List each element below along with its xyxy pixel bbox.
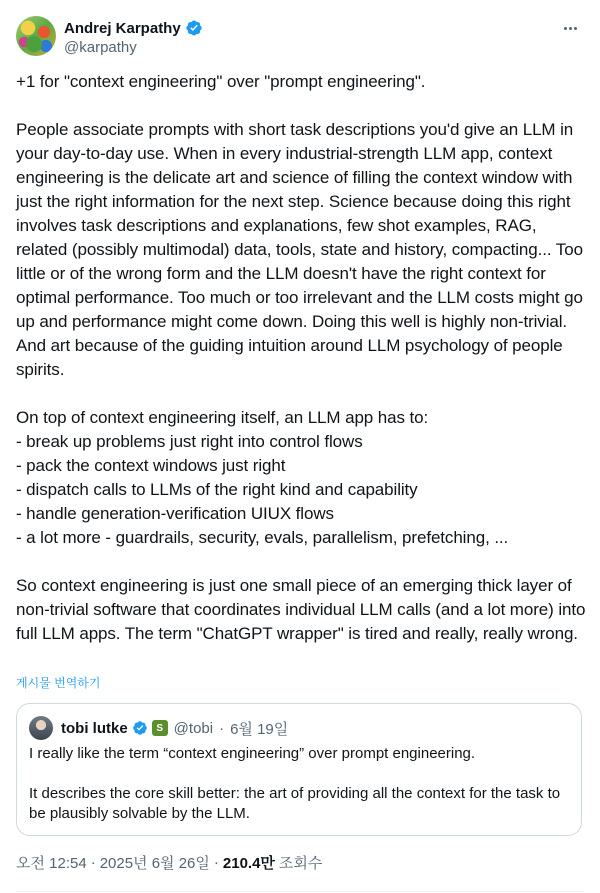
shopify-affiliate-badge-icon: S bbox=[152, 720, 168, 736]
author-avatar[interactable] bbox=[16, 16, 56, 56]
view-count-label: 조회수 bbox=[278, 855, 323, 872]
divider bbox=[16, 891, 584, 892]
quoted-author-handle: @tobi bbox=[173, 719, 214, 737]
tweet-meta bbox=[16, 852, 322, 873]
quoted-tweet-text: I really like the term “context engineering” over prompt engineering. It describes the core skill better: the art of providing all the context for the task to be plausibly solvable by the LLM. bbox=[29, 745, 561, 822]
quoted-author-name: tobi lutke bbox=[61, 719, 128, 737]
meta-separator: · bbox=[90, 854, 96, 871]
author-handle[interactable]: @karpathy bbox=[64, 39, 137, 56]
quoted-author-avatar bbox=[29, 716, 53, 740]
quoted-separator: · bbox=[219, 719, 225, 737]
tweet-time[interactable]: 오전 12:54 bbox=[16, 855, 87, 872]
translate-post-link[interactable]: 게시물 번역하기 bbox=[16, 676, 101, 690]
meta-separator: · bbox=[213, 854, 219, 871]
verified-badge-icon bbox=[185, 19, 203, 37]
more-horizontal-icon[interactable] bbox=[560, 18, 580, 38]
tweet-date[interactable]: 2025년 6월 26일 bbox=[99, 855, 210, 872]
quoted-tweet-card[interactable] bbox=[16, 703, 582, 836]
tweet-header bbox=[16, 16, 584, 58]
author-name-line bbox=[64, 18, 203, 38]
quoted-date: 6월 19일 bbox=[230, 720, 289, 738]
view-count: 210.4만 bbox=[222, 855, 275, 872]
author-display-name[interactable]: Andrej Karpathy bbox=[64, 19, 181, 37]
tweet-text: +1 for "context engineering" over "prompt engineering". People associate prompts with short task descriptions you'd give an LLM in your day-to-day use. When in every industrial-strength LLM app, context engineering is the delicate art and science of filling the context window with just the right information for the next step. Science because doing this right involves task descriptions and explanations, few shot examples, RAG, related (possibly multimodal) data, tools, state and history, compacting... Too little or of the wrong form and the LLM doesn't have the right context for optimal performance. Too much or too irrelevant and the LLM costs might go up and performance might come down. Doing this well is highly non-trivial. And art because of the guiding intuition around LLM psychology of people spirits. On top of context engineering itself, an LLM app has to: - break up problems just right into control flows - pack the context windows just right - dispatch calls to LLMs of the right kind and capability - handle generation-verification UIUX flows - a lot more - guardrails, security, evals, parallelism, prefetching, ... So context engineering is just one small piece of an emerging thick layer of non-trivial software that coordinates individual LLM calls (and a lot more) into full LLM apps. The term "ChatGPT wrapper" is tired and really, really wrong. bbox=[16, 72, 586, 643]
quoted-tweet-header bbox=[29, 716, 288, 740]
verified-badge-icon bbox=[132, 720, 148, 736]
